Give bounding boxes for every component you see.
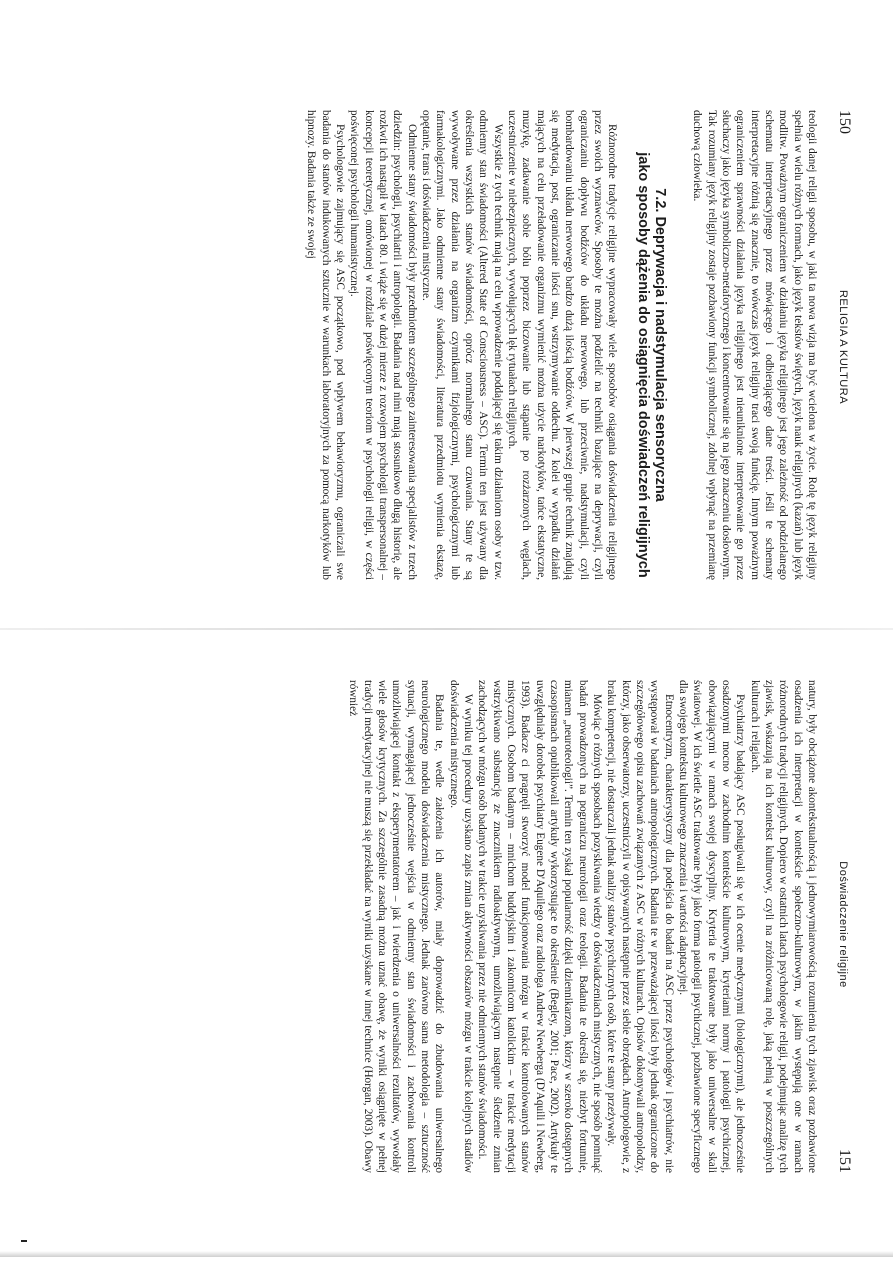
running-head-left	[835, 110, 853, 580]
section-heading	[633, 110, 668, 580]
paragraph: Etnocentryzm, charakterystyczny dla podejścia do badań na ASC przez psychologów i psychiatrów, nie występował w badaniach antropologicznych. Badania te w przeważającej ilości były jednak ograniczone do szczegółowego opisu zachowań związanych z ASC w różnych kulturach. Opisów dokonywali antropolodzy, którzy, jako obserwatorzy, uczestniczyli w opisywanych następnie przez siebie obrzędach. Antropologowie, z braku kompetencji, nie dostarczali jednak analizy stanów psychicznych osób, które te stany przeżywały.	[605, 680, 675, 1173]
paragraph: Odmienne stany świadomości były przedmiotem szczególnego zainteresowania specjalistów z trzech dziedzin: psychologii, psychiatrii i antropologii. Badania nad nimi mają stosunkowo długą historię, ale rozkwit ich nastąpił w latach 80. i wiąże się w dużej mierze z rozwojem psychologii transpersonalnej – koncepcji teoretycznej, omówionej w rozdziale poświęconym teoriom w psychologii religii, w części poświęconej psychologii humanistycznej.	[348, 110, 418, 580]
page-number-right: 151	[836, 1148, 853, 1173]
right-page	[0, 630, 893, 1263]
paragraph: Mówiąc o różnych sposobach pozyskiwania wiedzy o doświadczeniach mistycznych, nie sposób pominąć badań prowadzonych na pograniczu neurologii oraz teologii. Badania te określa się, niezbyt fortunnie, mianem „neuroteologii”. Termin ten zyskał popularność dzięki dziennikarzom, którzy w szeroko dostępnych czasopismach opublikowali artykuły wykorzystujące to określenie (Begley, 2001; Pace, 2002). Artykuły te uwzględniały dorobek psychiatry Eugene D'Aquilego oraz radiologa Andrew Newberga (D'Aquili i Newberg, 1993). Badacze ci pragnęli stworzyć model funkcjonowania mózgu w trakcie kontrolowanych stanów mistycznych. Osobom badanym – mnichom buddyjskim i zakonnicom katolickim – w trakcie medytacji wstrzykiwano substancję ze znacznikiem radioaktywnym, umożliwiającym następnie śledzenie zmian zachodzących w mózgu osób badanych w trakcie uzyskiwania przez nie odmiennych stanów świadomości.	[476, 680, 604, 1173]
running-head-title-right: Doświadczenie religijne	[837, 861, 849, 988]
scan-mark	[21, 1240, 27, 1242]
paragraph: natury, były obciążone akontekstualnością i jednowymiarowością rozumienia tych zjawisk oraz pozbawione osadzenia ich interpretacji w kontekście społeczno-kulturowym, w jakim występują one w ramach różnorodnych tradycji religijnych. Dopiero w ostatnich latach psychologowie religii, podejmując analizę tych zjawisk, wskazują na ich kontekst kulturowy, czyli na zróżnicowaną rolę, jaką pełnią w poszczególnych kulturach i religiach.	[748, 680, 818, 1173]
paragraph: Psychiatrzy badający ASC posługiwali się w ich ocenie medycznymi (biologicznymi), ale jednocześnie osadzonymi mocno w zachodnim kontekście kulturowym, kryteriami normy i patologii psychicznej, obowiązującymi w ramach swojej dyscypliny. Kryteria te traktowane były jako uniwersalne w skali światowej. W ich świetle ASC traktowane były jako forma patologii psychicznej, pozbawione specyficznego dla swojego kontekstu kulturowego znaczenia i wartości adaptacyjnej.	[677, 680, 747, 1173]
section-heading-line-2: jako sposoby dążenia do osiągnięcia doświadczeń religijnych	[634, 152, 651, 578]
paragraph: Różnorodne tradycje religijne wypracowały wiele sposobów osiągania doświadczenia religijnego przez swoich wyznawców. Sposoby te można podzielić na techniki bazujące na deprywacji, czyli ograniczaniu dopływu bodźców do układu nerwowego, lub przeciwnie, nadstymulacji, czyli bombardowaniu układu nerwowego bardzo dużą ilością bodźców. W pierwszej grupie technik znajdują się medytacja, post, ograniczanie ilości snu, wstrzymywanie oddechu. Z kolei w wypadku działań mających na celu przeładowanie organizmu wymienić można użycie narkotyków, tańce ekstatyczne, muzykę, zadawanie sobie bólu poprzez biczowanie lub stąpanie po rozżarzonych węglach, uczestniczenie w niebezpiecznych, wywołujących lęk rytuałach religijnych.	[505, 110, 619, 580]
scan-edge-shadow	[0, 1251, 893, 1257]
section-heading-line-1: 7.2. Deprywacja i nadstymulacja sensoryczna	[652, 188, 669, 502]
left-page	[0, 0, 893, 630]
running-head-right	[835, 680, 853, 1173]
paragraph: Psychologowie zajmujący się ASC początkowo, pod wpływem behawioryzmu, ograniczali swe badania do stanów indukowanych sztucznie w warunkach laboratoryjnych za pomocą narkotyków lub hipnozy. Badania także ze swojej	[305, 110, 347, 580]
paragraph: Badania te, wedle założenia ich autorów, miały doprowadzić do zbudowania uniwersalnego neurologicznego modelu doświadczenia mistycznego. Jednak zarówno sama metodologia – sztuczność sytuacji, wymagającej jednocześnie wejścia w odmienny stan świadomości i zachowania kontroli umożliwiającej kontakt z eksperymentatorem – jak i twierdzenia o uniwersalności rezultatów, wywołały wiele głosów krytycznych. Za szczególnie zasadną można uznać obawę, że wyniki osiągnięte w pełnej tradycji medytacyjnej nie muszą się przekładać na wyniki uzyskane w innej technice (Horgan, 2003). Obawy również	[347, 680, 446, 1173]
paragraph: Wszystkie z tych technik mają na celu wprowadzenie poddającej się takim działaniom osoby w tzw. odmienny stan świadomości (Altered State of Consciousness – ASC). Termin ten jest używany dla określenia wszystkich stanów świadomości, oprócz normalnego stanu czuwania. Stany te są wywoływane przez działania na organizm czynnikami fizjologicznymi, psychologicznymi lub farmakologicznymi. Jako odmienne stany świadomości, literatura przedmiotu wymienia ekstazę, opętanie, trans i doświadczenia mistyczne.	[420, 110, 504, 580]
running-head-title-left: RELIGIA A KULTURA	[837, 289, 849, 405]
page-number-left: 150	[836, 110, 853, 134]
paragraph: W wyniku tej procedury uzyskano zapis zmian aktywności obszarów mózgu w trakcie kolejnych stadiów doświadczenia mistycznego.	[447, 680, 475, 1173]
paragraph: teologii danej religii sposobu, w jaki ta nowa wizja ma być wcielona w życie. Rolę tę język religijny spełnia w wielu różnych formach, jako język tekstów świętych, język nauk religijnych (kazań) lub język modlitw. Poważnym ograniczeniem w działaniu języka religijnego jest jego zależność od podzielanego schematu interpretacyjnego przez mówiącego i odbierającego dane treści. Jeśli te schematy interpretacyjne różnią się znacznie, to wówczas język religijny traci swoją funkcję. Innym poważnym ograniczeniem sprawności działania języka religijnego jest nieuniknione interpretowanie go przez słuchaczy jako języka symboliczno-metaforycznego i koncentrowanie się na jego znaczeniu dosłownym. Tak rozumiany język religijny zostaje pozbawiony funkcji symbolicznej, zdolnej wpłynąć na przemianę duchową człowieka.	[691, 110, 818, 581]
